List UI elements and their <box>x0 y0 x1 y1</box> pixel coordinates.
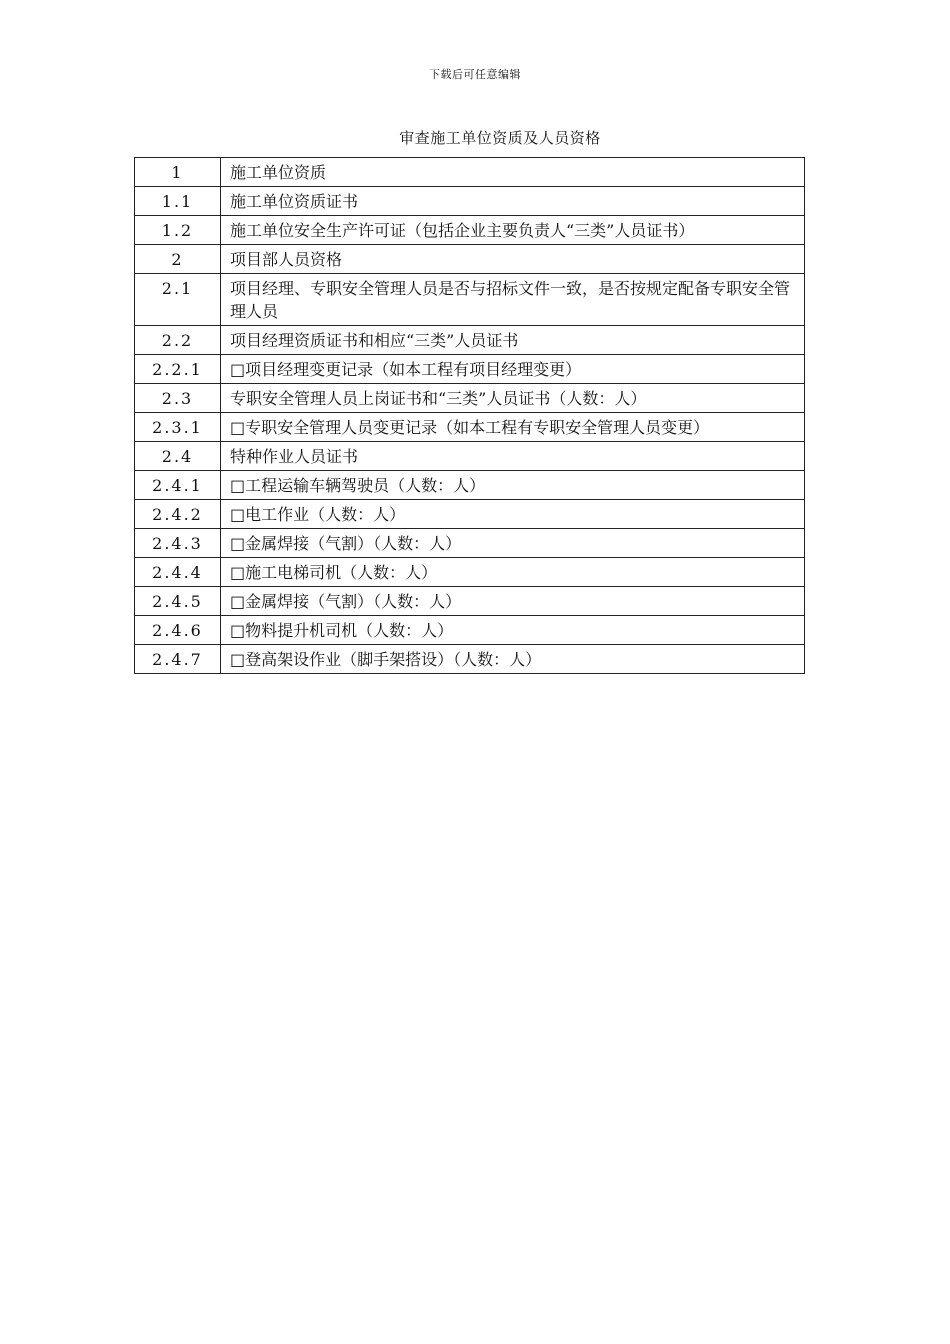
table-row <box>135 442 805 471</box>
table-row <box>135 216 805 245</box>
row-number: 2 <box>135 245 221 274</box>
table-row <box>135 187 805 216</box>
row-number: 2.4.4 <box>135 558 221 587</box>
header-note: 下载后可任意编辑 <box>429 68 521 81</box>
table-row <box>135 500 805 529</box>
row-number: 2.4.3 <box>135 529 221 558</box>
row-number: 2.3 <box>135 384 221 413</box>
row-text: 项目经理资质证书和相应“三类”人员证书 <box>221 326 805 355</box>
row-number: 2.4 <box>135 442 221 471</box>
row-text: □金属焊接（气割）（人数：人） <box>221 587 805 616</box>
row-number: 1.1 <box>135 187 221 216</box>
row-number: 2.3.1 <box>135 413 221 442</box>
row-text: 项目经理、专职安全管理人员是否与招标文件一致，是否按规定配备专职安全管理人员 <box>221 274 805 326</box>
qualification-table <box>134 157 805 674</box>
row-number: 2.2.1 <box>135 355 221 384</box>
table-row <box>135 274 805 326</box>
table-row <box>135 245 805 274</box>
row-text: □电工作业（人数：人） <box>221 500 805 529</box>
table-row <box>135 587 805 616</box>
row-text: 施工单位资质证书 <box>221 187 805 216</box>
row-text: □工程运输车辆驾驶员（人数：人） <box>221 471 805 500</box>
row-text: 施工单位资质 <box>221 158 805 187</box>
row-number: 2.4.1 <box>135 471 221 500</box>
table-row <box>135 471 805 500</box>
row-number: 2.4.2 <box>135 500 221 529</box>
row-text: □施工电梯司机（人数：人） <box>221 558 805 587</box>
document-title: 审查施工单位资质及人员资格 <box>399 129 601 147</box>
table-row <box>135 558 805 587</box>
row-number: 2.4.5 <box>135 587 221 616</box>
row-number: 2.4.6 <box>135 616 221 645</box>
table-row <box>135 616 805 645</box>
row-number: 2.2 <box>135 326 221 355</box>
row-text: 施工单位安全生产许可证（包括企业主要负责人“三类”人员证书） <box>221 216 805 245</box>
row-text: 项目部人员资格 <box>221 245 805 274</box>
table-row <box>135 645 805 674</box>
row-text: 专职安全管理人员上岗证书和“三类”人员证书（人数：人） <box>221 384 805 413</box>
row-number: 1.2 <box>135 216 221 245</box>
table-row <box>135 384 805 413</box>
table-row <box>135 158 805 187</box>
row-text: □登高架设作业（脚手架搭设）（人数：人） <box>221 645 805 674</box>
row-text: □专职安全管理人员变更记录（如本工程有专职安全管理人员变更） <box>221 413 805 442</box>
row-text: □项目经理变更记录（如本工程有项目经理变更） <box>221 355 805 384</box>
row-text: □物料提升机司机（人数：人） <box>221 616 805 645</box>
table-row <box>135 355 805 384</box>
row-number: 1 <box>135 158 221 187</box>
row-number: 2.4.7 <box>135 645 221 674</box>
table-row <box>135 529 805 558</box>
row-number: 2.1 <box>135 274 221 326</box>
table-row <box>135 413 805 442</box>
row-text: □金属焊接（气割）（人数：人） <box>221 529 805 558</box>
table-row <box>135 326 805 355</box>
row-text: 特种作业人员证书 <box>221 442 805 471</box>
